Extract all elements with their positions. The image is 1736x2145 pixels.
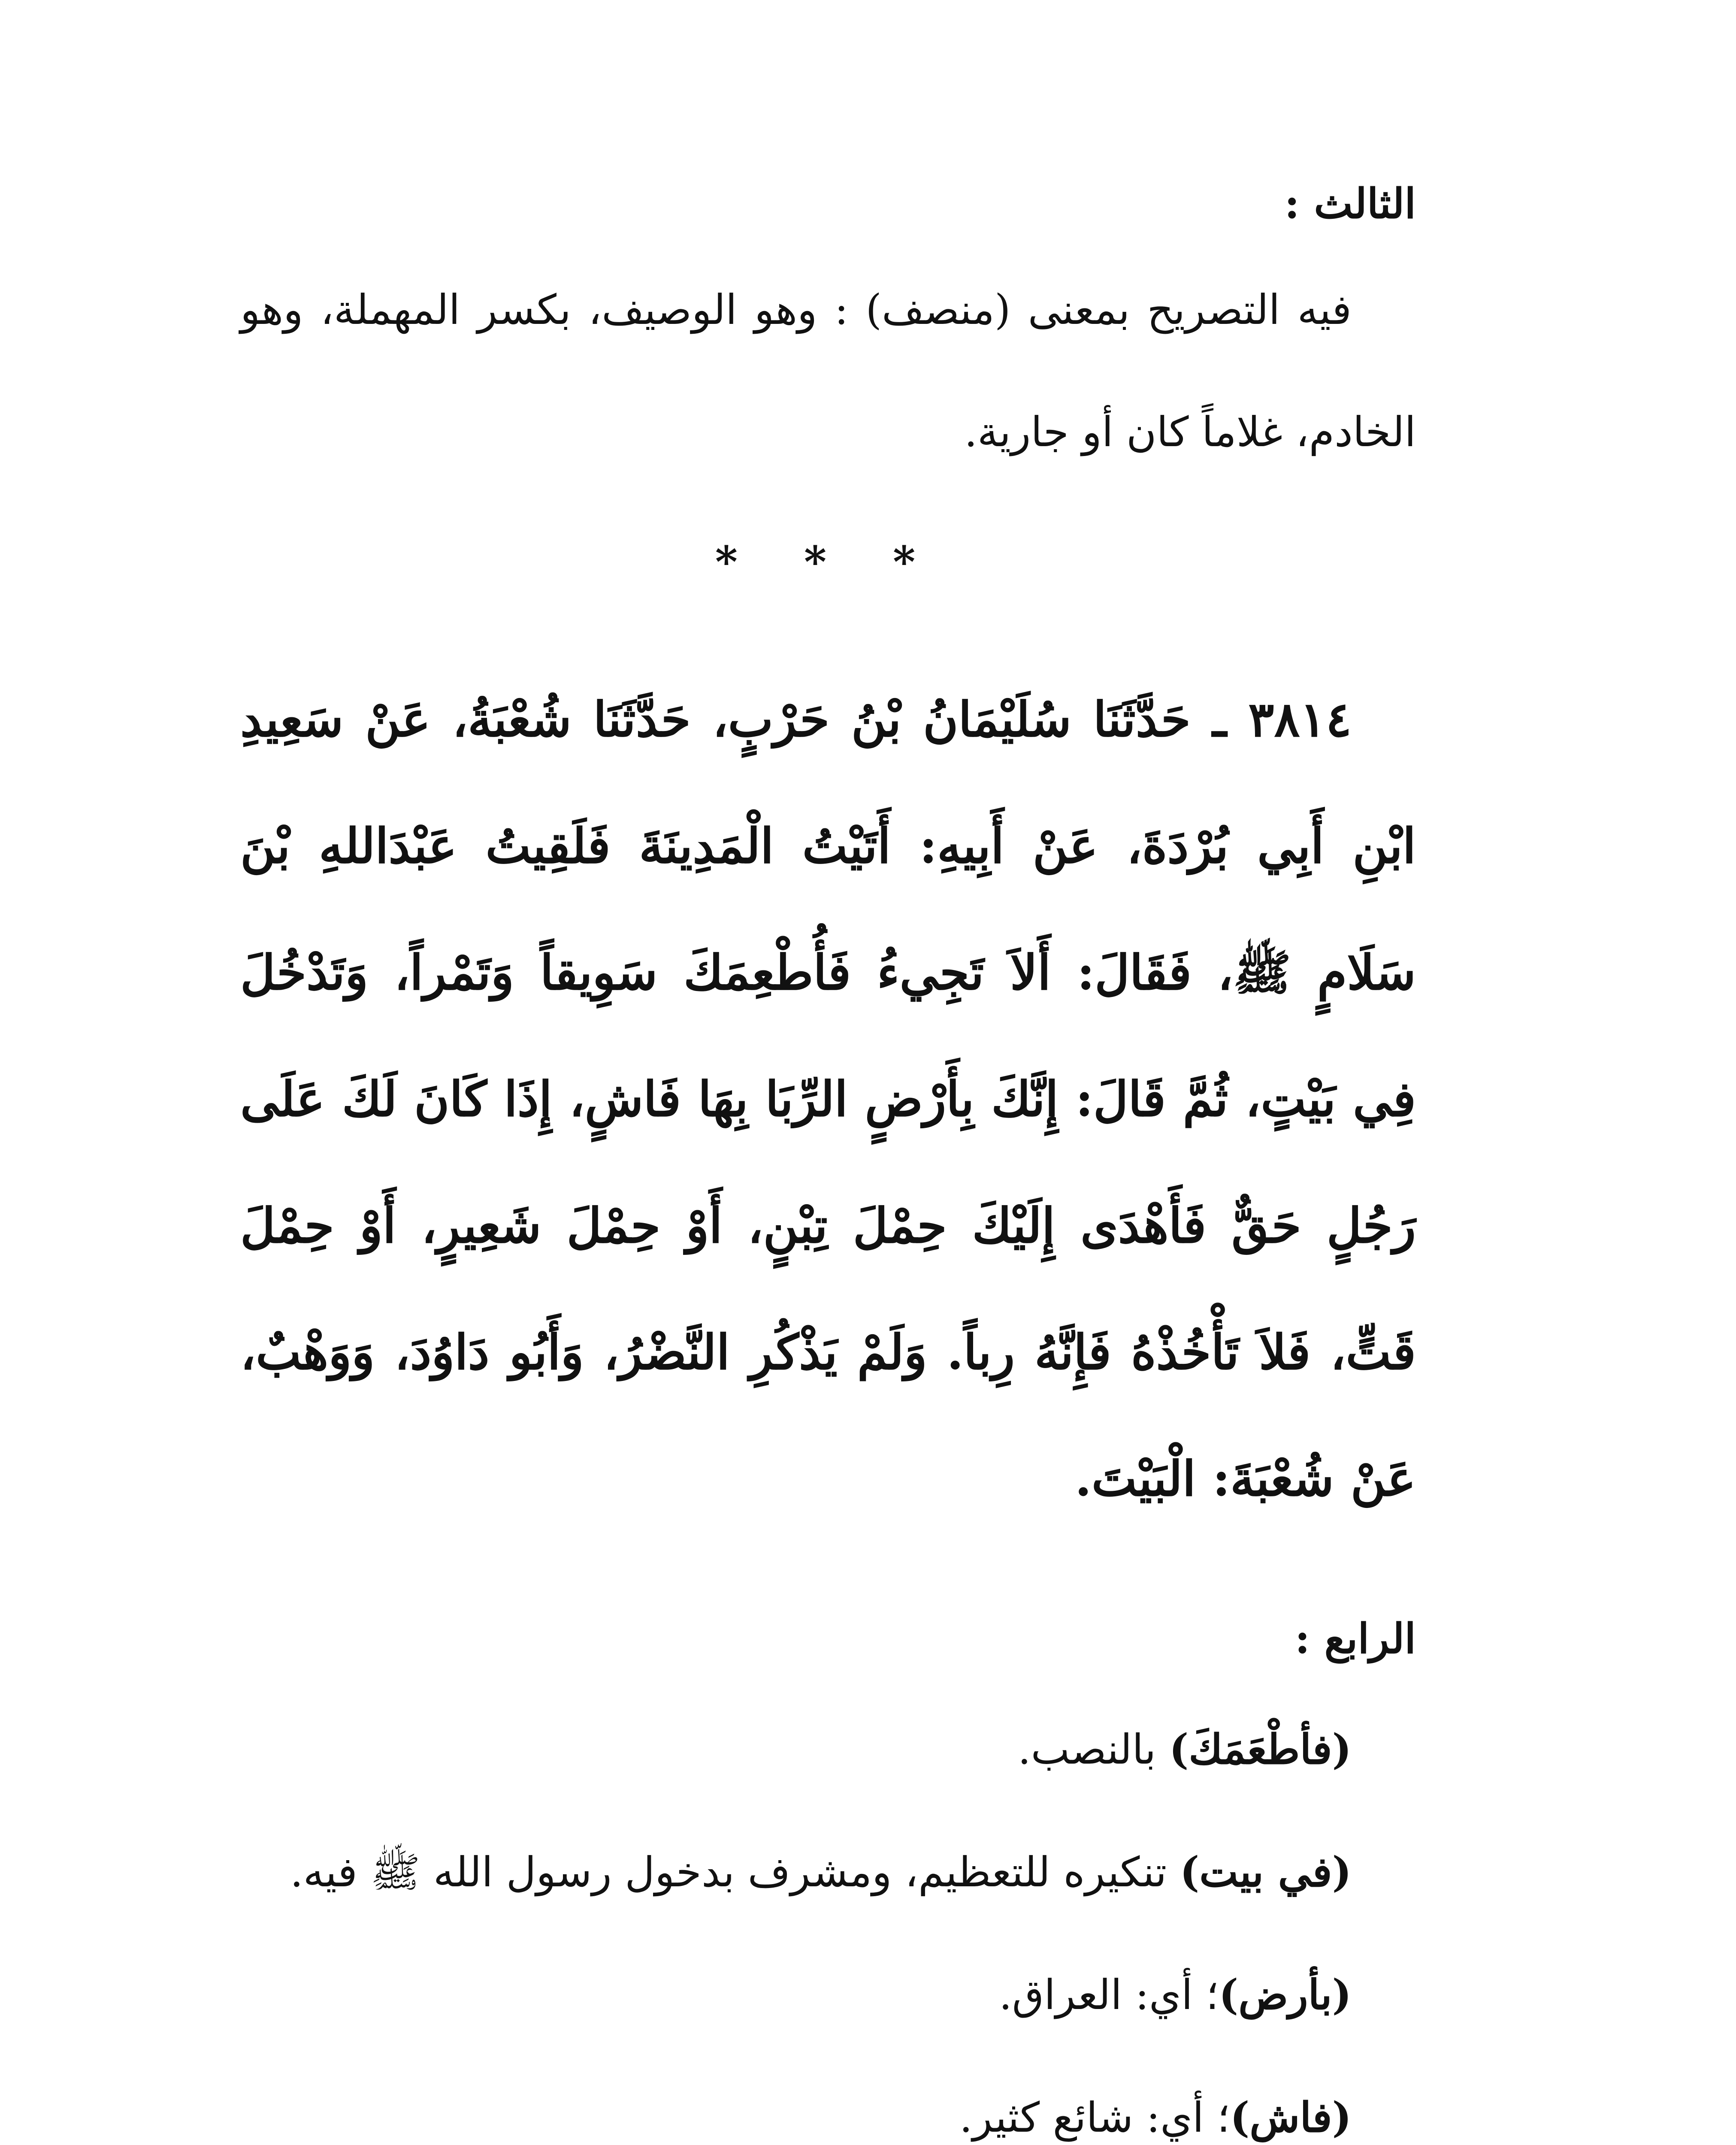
spacer — [240, 1542, 1416, 1607]
note-item — [240, 1688, 1416, 1811]
note-term: (فأطْعَمَكَ) — [1169, 1725, 1352, 1773]
section-heading-third: الثالث : — [1284, 179, 1416, 228]
hadith-text: ٣٨١٤ ـ حَدَّثَنَا سُلَيْمَانُ بْنُ حَرْبٍ، حَدَّثَنَا شُعْبَةُ، عَنْ سَعِيدِ ابْنِ أَبِي بُرْدَةَ، عَنْ أَبِيهِ: أَتَيْتُ الْمَدِينَةَ فَلَقِيتُ عَبْدَاللهِ بْنَ سَلَامٍ ﷺ، فَقَالَ: أَلاَ تَجِيءُ فَأُطْعِمَكَ سَوِيقاً وَتَمْراً، وَتَدْخُلَ فِي بَيْتٍ، ثُمَّ قَالَ: إِنَّكَ بِأَرْضٍ الرِّبَا بِهَا فَاشٍ، إِذَا كَانَ لَكَ عَلَى رَجُلٍ حَقٌّ فَأَهْدَى إِلَيْكَ حِمْلَ تِبْنٍ، أَوْ حِمْلَ شَعِيرٍ، أَوْ حِمْلَ قَتٍّ، فَلاَ تَأْخُذْهُ فَإِنَّهُ رِباً. وَلَمْ يَذْكُرِ النَّضْرُ، وَأَبُو دَاوُدَ، وَوَهْبٌ، عَنْ شُعْبَةَ: الْبَيْتَ. — [240, 692, 1416, 1507]
separator-stars: * * * — [715, 537, 941, 587]
page-body — [240, 172, 1416, 2145]
note-text: بالنصب. — [1018, 1725, 1169, 1773]
note-term: (بأرض) — [1219, 1970, 1352, 2019]
note-text: تنكيره للتعظيم، ومشرف بدخول رسول الله ﷺ فيه. — [290, 1848, 1180, 1896]
note-item — [240, 1934, 1416, 2056]
note-term: (في بيت) — [1180, 1848, 1352, 1896]
note-item — [240, 1811, 1416, 1934]
notes-list — [240, 1688, 1416, 2145]
section-third-text: فيه التصريح بمعنى (منصف) : وهو الوصيف، بكسر المهملة، وهو الخادم، غلاماً كان أو جارية. — [240, 286, 1416, 456]
section-heading-fourth: الرابع : — [1294, 1614, 1416, 1663]
note-text: ؛ أي: العراق. — [999, 1971, 1219, 2019]
note-text: ؛ أي: شائع كثير. — [959, 2094, 1230, 2142]
note-item — [240, 2056, 1416, 2145]
note-term: (فاش) — [1230, 2093, 1352, 2142]
